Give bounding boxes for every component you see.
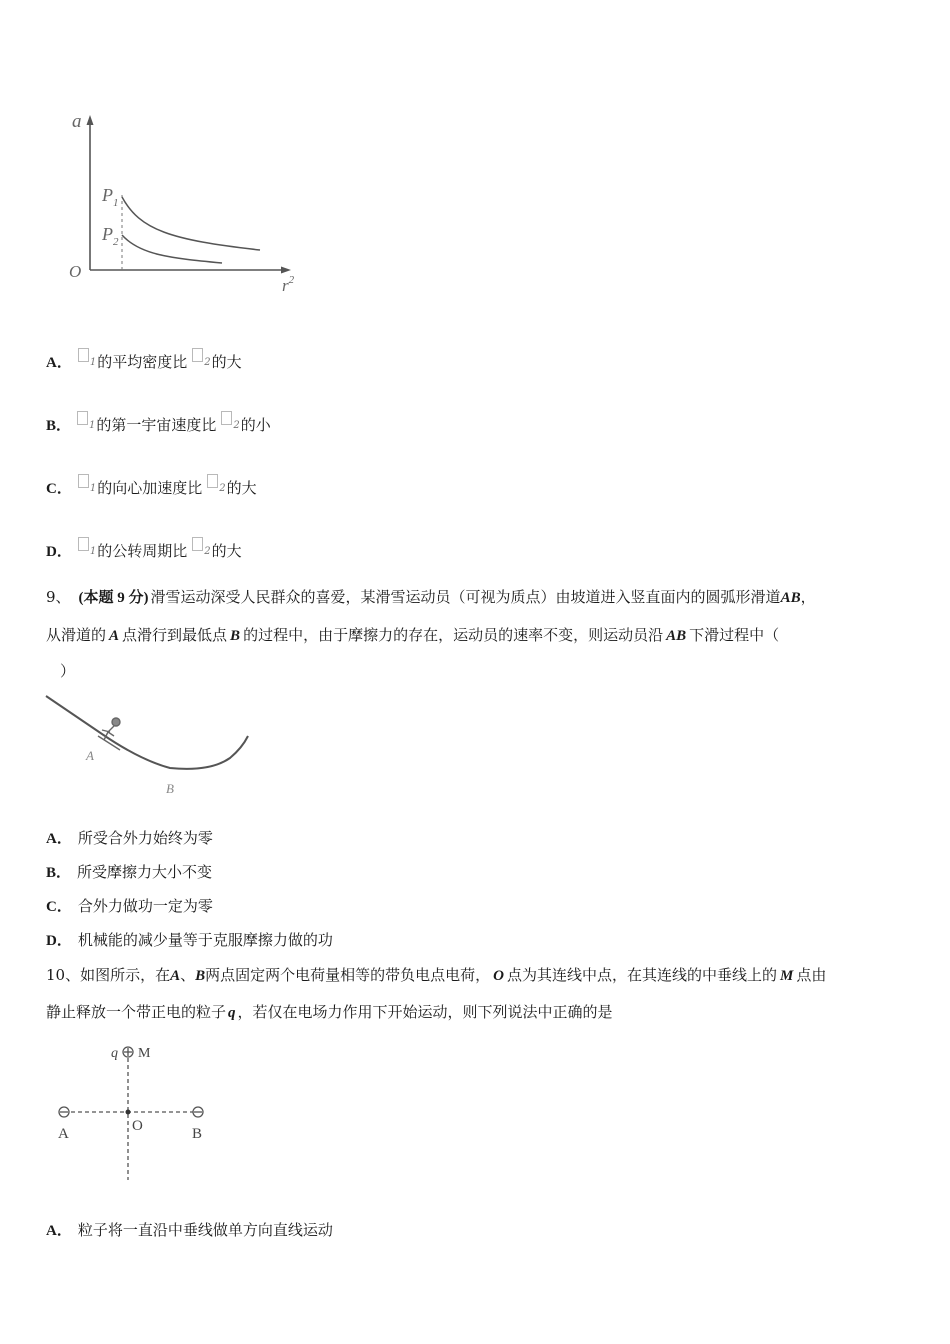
y-axis-label: a — [72, 111, 82, 132]
missing-symbol-icon — [192, 348, 203, 362]
point-b-label: B — [166, 781, 174, 796]
label-q: q — [111, 1046, 118, 1061]
origin-label: O — [69, 262, 82, 281]
q9-stem-line1: 9、 (本题 9 分) 滑雪运动深受人民群众的喜爱，某滑雪运动员（可视为质点）由坡道进入竖直面内的圆弧形滑道AB， — [46, 588, 816, 606]
label-p2: $P_2$ — [102, 224, 119, 248]
missing-symbol-icon — [221, 411, 232, 425]
missing-symbol-icon — [77, 411, 88, 425]
q8-option-c: C． $^1$的向心加速度比 $^2$的大 — [46, 474, 257, 498]
curve-p1 — [122, 197, 260, 250]
q9-stem-line2: 从滑道的 A 点滑行到最低点 B 的过程中，由于摩擦力的存在，运动员的速率不变，则运动员沿 AB 下滑过程中（ — [46, 626, 780, 644]
charge-a-icon — [59, 1107, 69, 1117]
x-axis-arrow — [281, 267, 291, 274]
charge-q-icon — [123, 1047, 133, 1057]
q9-option-d: D． 机械能的减少量等于克服摩擦力做的功 — [46, 931, 333, 949]
q10-stem-line2: 静止释放一个带正电的粒子 q ，若仅在电场力作用下开始运动，则下列说法中正确的是 — [46, 1003, 613, 1021]
q10-option-a: A． 粒子将一直沿中垂线做单方向直线运动 — [46, 1221, 333, 1239]
y-axis-arrow — [87, 115, 94, 125]
q10-stem-line1: 10、如图所示，在A、B两点固定两个电荷量相等的带负电点电荷， O 点为其连线中点，在其连线的中垂线上的 M 点由 — [46, 966, 827, 984]
missing-symbol-icon — [192, 537, 203, 551]
q8-option-b: B． $^1$的第一宇宙速度比 $^2$的小 — [46, 411, 271, 435]
charge-b-icon — [193, 1107, 203, 1117]
label-b: B — [192, 1126, 203, 1142]
label-p1: $P_1$ — [102, 185, 119, 209]
missing-symbol-icon — [78, 474, 89, 488]
q8-option-a: A． $^1$的平均密度比 $^2$的大 — [46, 348, 242, 372]
q8-option-d: D． $^1$的公转周期比 $^2$的大 — [46, 537, 242, 561]
curve-p2 — [122, 235, 222, 263]
q9-option-c: C． 合外力做功一定为零 — [46, 897, 213, 915]
label-m: M — [138, 1046, 151, 1061]
q9-stem-line3: ） — [60, 662, 76, 680]
label-a: A — [58, 1126, 69, 1142]
missing-symbol-icon — [78, 348, 89, 362]
missing-symbol-icon — [78, 537, 89, 551]
q9-option-b: B． 所受摩擦力大小不变 — [46, 863, 213, 881]
missing-symbol-icon — [207, 474, 218, 488]
slope-track — [46, 696, 248, 769]
ski-slope-figure — [40, 688, 260, 808]
point-o-dot — [126, 1110, 131, 1115]
q9-option-a: A． 所受合外力始终为零 — [46, 829, 213, 847]
graph-a-vs-r2 — [60, 105, 320, 305]
point-a-label: A — [86, 748, 94, 763]
x-axis-label: $r^2$ — [282, 274, 295, 295]
label-o: O — [132, 1118, 143, 1134]
charges-figure — [50, 1038, 220, 1183]
